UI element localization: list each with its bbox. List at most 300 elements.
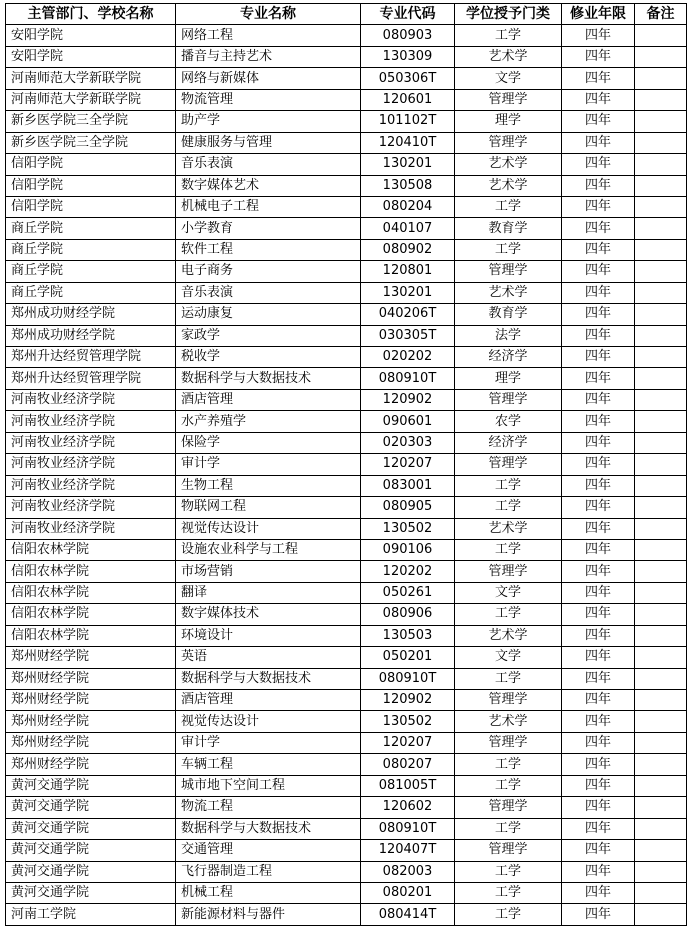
cell-degree-category: 艺术学 bbox=[455, 518, 562, 539]
header-school: 主管部门、学校名称 bbox=[6, 4, 176, 25]
cell-notes bbox=[635, 797, 687, 818]
cell-code: 120207 bbox=[361, 454, 455, 475]
cell-degree-category: 工学 bbox=[455, 25, 562, 46]
cell-major: 物联网工程 bbox=[176, 497, 361, 518]
cell-code: 120202 bbox=[361, 561, 455, 582]
table-row bbox=[6, 261, 687, 282]
cell-notes bbox=[635, 775, 687, 796]
cell-major: 审计学 bbox=[176, 732, 361, 753]
cell-school: 信阳农林学院 bbox=[6, 625, 176, 646]
cell-degree-category: 管理学 bbox=[455, 690, 562, 711]
cell-code: 040107 bbox=[361, 218, 455, 239]
cell-code: 130201 bbox=[361, 282, 455, 303]
cell-school: 郑州财经学院 bbox=[6, 732, 176, 753]
cell-code: 030305T bbox=[361, 325, 455, 346]
cell-code: 130502 bbox=[361, 518, 455, 539]
cell-duration: 四年 bbox=[562, 368, 635, 389]
cell-school: 郑州财经学院 bbox=[6, 754, 176, 775]
table-row bbox=[6, 882, 687, 903]
cell-degree-category: 理学 bbox=[455, 111, 562, 132]
cell-school: 河南牧业经济学院 bbox=[6, 518, 176, 539]
cell-degree-category: 艺术学 bbox=[455, 625, 562, 646]
table-row bbox=[6, 368, 687, 389]
cell-notes bbox=[635, 46, 687, 67]
cell-duration: 四年 bbox=[562, 475, 635, 496]
cell-degree-category: 管理学 bbox=[455, 89, 562, 110]
cell-school: 商丘学院 bbox=[6, 218, 176, 239]
cell-duration: 四年 bbox=[562, 797, 635, 818]
cell-notes bbox=[635, 754, 687, 775]
cell-duration: 四年 bbox=[562, 625, 635, 646]
cell-major: 家政学 bbox=[176, 325, 361, 346]
cell-degree-category: 工学 bbox=[455, 818, 562, 839]
cell-major: 交通管理 bbox=[176, 840, 361, 861]
cell-notes bbox=[635, 668, 687, 689]
cell-code: 130309 bbox=[361, 46, 455, 67]
cell-duration: 四年 bbox=[562, 647, 635, 668]
cell-major: 水产养殖学 bbox=[176, 411, 361, 432]
cell-degree-category: 工学 bbox=[455, 882, 562, 903]
cell-notes bbox=[635, 604, 687, 625]
cell-major: 飞行器制造工程 bbox=[176, 861, 361, 882]
cell-degree-category: 艺术学 bbox=[455, 154, 562, 175]
cell-duration: 四年 bbox=[562, 282, 635, 303]
cell-notes bbox=[635, 304, 687, 325]
cell-duration: 四年 bbox=[562, 432, 635, 453]
cell-notes bbox=[635, 475, 687, 496]
cell-notes bbox=[635, 218, 687, 239]
cell-degree-category: 经济学 bbox=[455, 432, 562, 453]
table-row bbox=[6, 797, 687, 818]
cell-degree-category: 工学 bbox=[455, 497, 562, 518]
cell-code: 120602 bbox=[361, 797, 455, 818]
cell-code: 082003 bbox=[361, 861, 455, 882]
cell-major: 视觉传达设计 bbox=[176, 711, 361, 732]
cell-degree-category: 农学 bbox=[455, 411, 562, 432]
cell-code: 120801 bbox=[361, 261, 455, 282]
cell-degree-category: 经济学 bbox=[455, 347, 562, 368]
cell-major: 酒店管理 bbox=[176, 389, 361, 410]
cell-duration: 四年 bbox=[562, 304, 635, 325]
cell-code: 080902 bbox=[361, 239, 455, 260]
cell-major: 审计学 bbox=[176, 454, 361, 475]
cell-notes bbox=[635, 582, 687, 603]
table-row bbox=[6, 732, 687, 753]
cell-major: 数字媒体技术 bbox=[176, 604, 361, 625]
cell-notes bbox=[635, 497, 687, 518]
cell-major: 机械电子工程 bbox=[176, 196, 361, 217]
cell-school: 河南工学院 bbox=[6, 904, 176, 925]
cell-code: 120410T bbox=[361, 132, 455, 153]
cell-notes bbox=[635, 132, 687, 153]
cell-notes bbox=[635, 904, 687, 925]
cell-duration: 四年 bbox=[562, 454, 635, 475]
cell-duration: 四年 bbox=[562, 818, 635, 839]
table-row bbox=[6, 196, 687, 217]
cell-notes bbox=[635, 432, 687, 453]
cell-school: 郑州升达经贸管理学院 bbox=[6, 368, 176, 389]
cell-code: 120902 bbox=[361, 389, 455, 410]
cell-code: 090601 bbox=[361, 411, 455, 432]
cell-duration: 四年 bbox=[562, 89, 635, 110]
table-row bbox=[6, 690, 687, 711]
cell-degree-category: 法学 bbox=[455, 325, 562, 346]
cell-major: 软件工程 bbox=[176, 239, 361, 260]
cell-notes bbox=[635, 111, 687, 132]
cell-school: 信阳学院 bbox=[6, 175, 176, 196]
cell-code: 120407T bbox=[361, 840, 455, 861]
cell-duration: 四年 bbox=[562, 904, 635, 925]
cell-notes bbox=[635, 882, 687, 903]
table-row bbox=[6, 25, 687, 46]
table-row bbox=[6, 497, 687, 518]
cell-duration: 四年 bbox=[562, 518, 635, 539]
cell-school: 安阳学院 bbox=[6, 25, 176, 46]
majors-table bbox=[5, 3, 687, 926]
cell-duration: 四年 bbox=[562, 325, 635, 346]
cell-duration: 四年 bbox=[562, 132, 635, 153]
cell-degree-category: 管理学 bbox=[455, 389, 562, 410]
cell-degree-category: 文学 bbox=[455, 68, 562, 89]
cell-code: 080204 bbox=[361, 196, 455, 217]
table-row bbox=[6, 904, 687, 925]
table-row bbox=[6, 46, 687, 67]
cell-major: 新能源材料与器件 bbox=[176, 904, 361, 925]
cell-code: 020202 bbox=[361, 347, 455, 368]
cell-notes bbox=[635, 154, 687, 175]
cell-degree-category: 艺术学 bbox=[455, 282, 562, 303]
cell-school: 信阳农林学院 bbox=[6, 604, 176, 625]
cell-major: 健康服务与管理 bbox=[176, 132, 361, 153]
cell-duration: 四年 bbox=[562, 347, 635, 368]
cell-school: 黄河交通学院 bbox=[6, 797, 176, 818]
cell-notes bbox=[635, 368, 687, 389]
cell-duration: 四年 bbox=[562, 25, 635, 46]
cell-code: 050306T bbox=[361, 68, 455, 89]
cell-major: 网络工程 bbox=[176, 25, 361, 46]
cell-school: 信阳学院 bbox=[6, 196, 176, 217]
table-row bbox=[6, 539, 687, 560]
cell-major: 助产学 bbox=[176, 111, 361, 132]
cell-notes bbox=[635, 347, 687, 368]
cell-notes bbox=[635, 539, 687, 560]
cell-major: 物流工程 bbox=[176, 797, 361, 818]
cell-notes bbox=[635, 840, 687, 861]
cell-duration: 四年 bbox=[562, 861, 635, 882]
cell-major: 生物工程 bbox=[176, 475, 361, 496]
cell-notes bbox=[635, 68, 687, 89]
cell-duration: 四年 bbox=[562, 46, 635, 67]
cell-code: 080207 bbox=[361, 754, 455, 775]
cell-school: 黄河交通学院 bbox=[6, 861, 176, 882]
cell-notes bbox=[635, 89, 687, 110]
cell-school: 河南师范大学新联学院 bbox=[6, 68, 176, 89]
cell-major: 车辆工程 bbox=[176, 754, 361, 775]
table-row bbox=[6, 775, 687, 796]
cell-code: 120601 bbox=[361, 89, 455, 110]
cell-school: 郑州升达经贸管理学院 bbox=[6, 347, 176, 368]
cell-duration: 四年 bbox=[562, 261, 635, 282]
table-body bbox=[6, 25, 687, 925]
table-row bbox=[6, 818, 687, 839]
cell-school: 商丘学院 bbox=[6, 239, 176, 260]
cell-notes bbox=[635, 411, 687, 432]
cell-school: 郑州财经学院 bbox=[6, 711, 176, 732]
cell-school: 郑州成功财经学院 bbox=[6, 304, 176, 325]
cell-notes bbox=[635, 818, 687, 839]
cell-code: 040206T bbox=[361, 304, 455, 325]
table-row bbox=[6, 325, 687, 346]
cell-school: 商丘学院 bbox=[6, 282, 176, 303]
cell-duration: 四年 bbox=[562, 582, 635, 603]
cell-duration: 四年 bbox=[562, 539, 635, 560]
cell-school: 河南师范大学新联学院 bbox=[6, 89, 176, 110]
cell-duration: 四年 bbox=[562, 218, 635, 239]
cell-duration: 四年 bbox=[562, 732, 635, 753]
cell-code: 120902 bbox=[361, 690, 455, 711]
cell-duration: 四年 bbox=[562, 389, 635, 410]
cell-notes bbox=[635, 625, 687, 646]
cell-school: 河南牧业经济学院 bbox=[6, 432, 176, 453]
cell-major: 视觉传达设计 bbox=[176, 518, 361, 539]
cell-notes bbox=[635, 261, 687, 282]
table-row bbox=[6, 304, 687, 325]
cell-duration: 四年 bbox=[562, 604, 635, 625]
table-row bbox=[6, 111, 687, 132]
table-row bbox=[6, 861, 687, 882]
table-row bbox=[6, 561, 687, 582]
cell-duration: 四年 bbox=[562, 840, 635, 861]
cell-school: 黄河交通学院 bbox=[6, 775, 176, 796]
table-row bbox=[6, 239, 687, 260]
cell-degree-category: 文学 bbox=[455, 582, 562, 603]
cell-degree-category: 管理学 bbox=[455, 454, 562, 475]
cell-degree-category: 工学 bbox=[455, 861, 562, 882]
cell-notes bbox=[635, 861, 687, 882]
cell-major: 数据科学与大数据技术 bbox=[176, 368, 361, 389]
header-major: 专业名称 bbox=[176, 4, 361, 25]
cell-code: 081005T bbox=[361, 775, 455, 796]
cell-degree-category: 理学 bbox=[455, 368, 562, 389]
cell-code: 080201 bbox=[361, 882, 455, 903]
cell-degree-category: 教育学 bbox=[455, 218, 562, 239]
cell-degree-category: 管理学 bbox=[455, 261, 562, 282]
table-row bbox=[6, 668, 687, 689]
cell-notes bbox=[635, 325, 687, 346]
cell-school: 河南牧业经济学院 bbox=[6, 411, 176, 432]
cell-duration: 四年 bbox=[562, 754, 635, 775]
cell-major: 运动康复 bbox=[176, 304, 361, 325]
cell-duration: 四年 bbox=[562, 882, 635, 903]
cell-code: 050201 bbox=[361, 647, 455, 668]
cell-school: 商丘学院 bbox=[6, 261, 176, 282]
cell-code: 080910T bbox=[361, 818, 455, 839]
cell-school: 郑州财经学院 bbox=[6, 668, 176, 689]
cell-school: 信阳农林学院 bbox=[6, 561, 176, 582]
table-row bbox=[6, 840, 687, 861]
cell-degree-category: 管理学 bbox=[455, 561, 562, 582]
cell-major: 电子商务 bbox=[176, 261, 361, 282]
cell-notes bbox=[635, 196, 687, 217]
cell-duration: 四年 bbox=[562, 411, 635, 432]
cell-duration: 四年 bbox=[562, 561, 635, 582]
table-row bbox=[6, 604, 687, 625]
table-row bbox=[6, 711, 687, 732]
table-row bbox=[6, 625, 687, 646]
cell-notes bbox=[635, 175, 687, 196]
cell-notes bbox=[635, 518, 687, 539]
cell-major: 英语 bbox=[176, 647, 361, 668]
cell-major: 设施农业科学与工程 bbox=[176, 539, 361, 560]
cell-notes bbox=[635, 711, 687, 732]
table-row bbox=[6, 89, 687, 110]
cell-duration: 四年 bbox=[562, 196, 635, 217]
cell-notes bbox=[635, 454, 687, 475]
cell-degree-category: 工学 bbox=[455, 196, 562, 217]
cell-degree-category: 工学 bbox=[455, 904, 562, 925]
cell-degree-category: 工学 bbox=[455, 475, 562, 496]
cell-code: 080906 bbox=[361, 604, 455, 625]
cell-code: 120207 bbox=[361, 732, 455, 753]
cell-school: 郑州财经学院 bbox=[6, 647, 176, 668]
cell-code: 083001 bbox=[361, 475, 455, 496]
cell-duration: 四年 bbox=[562, 497, 635, 518]
cell-notes bbox=[635, 239, 687, 260]
cell-degree-category: 工学 bbox=[455, 754, 562, 775]
table-row bbox=[6, 411, 687, 432]
table-row bbox=[6, 475, 687, 496]
cell-code: 020303 bbox=[361, 432, 455, 453]
cell-degree-category: 工学 bbox=[455, 668, 562, 689]
cell-school: 信阳农林学院 bbox=[6, 539, 176, 560]
cell-major: 音乐表演 bbox=[176, 154, 361, 175]
cell-school: 安阳学院 bbox=[6, 46, 176, 67]
table-row bbox=[6, 454, 687, 475]
cell-duration: 四年 bbox=[562, 775, 635, 796]
cell-degree-category: 工学 bbox=[455, 539, 562, 560]
cell-major: 音乐表演 bbox=[176, 282, 361, 303]
cell-major: 翻译 bbox=[176, 582, 361, 603]
table-row bbox=[6, 154, 687, 175]
cell-school: 信阳学院 bbox=[6, 154, 176, 175]
cell-degree-category: 工学 bbox=[455, 239, 562, 260]
cell-code: 080414T bbox=[361, 904, 455, 925]
header-code: 专业代码 bbox=[361, 4, 455, 25]
header-duration: 修业年限 bbox=[562, 4, 635, 25]
cell-code: 130503 bbox=[361, 625, 455, 646]
cell-major: 机械工程 bbox=[176, 882, 361, 903]
cell-major: 网络与新媒体 bbox=[176, 68, 361, 89]
cell-major: 小学教育 bbox=[176, 218, 361, 239]
cell-code: 130508 bbox=[361, 175, 455, 196]
cell-school: 河南牧业经济学院 bbox=[6, 497, 176, 518]
cell-major: 税收学 bbox=[176, 347, 361, 368]
cell-school: 郑州财经学院 bbox=[6, 690, 176, 711]
cell-school: 新乡医学院三全学院 bbox=[6, 132, 176, 153]
cell-school: 郑州成功财经学院 bbox=[6, 325, 176, 346]
cell-major: 城市地下空间工程 bbox=[176, 775, 361, 796]
cell-notes bbox=[635, 732, 687, 753]
cell-degree-category: 工学 bbox=[455, 775, 562, 796]
cell-school: 信阳农林学院 bbox=[6, 582, 176, 603]
cell-major: 市场营销 bbox=[176, 561, 361, 582]
table-row bbox=[6, 582, 687, 603]
cell-major: 数据科学与大数据技术 bbox=[176, 668, 361, 689]
table-row bbox=[6, 347, 687, 368]
table-row bbox=[6, 282, 687, 303]
cell-code: 050261 bbox=[361, 582, 455, 603]
cell-notes bbox=[635, 389, 687, 410]
cell-notes bbox=[635, 561, 687, 582]
header-notes: 备注 bbox=[635, 4, 687, 25]
cell-notes bbox=[635, 282, 687, 303]
cell-notes bbox=[635, 25, 687, 46]
cell-code: 080905 bbox=[361, 497, 455, 518]
cell-degree-category: 文学 bbox=[455, 647, 562, 668]
table-row bbox=[6, 432, 687, 453]
table-row bbox=[6, 518, 687, 539]
table-row bbox=[6, 175, 687, 196]
table-row bbox=[6, 647, 687, 668]
cell-duration: 四年 bbox=[562, 239, 635, 260]
cell-degree-category: 教育学 bbox=[455, 304, 562, 325]
header-degree-category: 学位授予门类 bbox=[455, 4, 562, 25]
cell-duration: 四年 bbox=[562, 175, 635, 196]
cell-major: 环境设计 bbox=[176, 625, 361, 646]
table-row bbox=[6, 754, 687, 775]
cell-code: 101102T bbox=[361, 111, 455, 132]
cell-duration: 四年 bbox=[562, 690, 635, 711]
cell-school: 黄河交通学院 bbox=[6, 882, 176, 903]
cell-duration: 四年 bbox=[562, 154, 635, 175]
cell-code: 080910T bbox=[361, 368, 455, 389]
cell-school: 河南牧业经济学院 bbox=[6, 475, 176, 496]
cell-school: 黄河交通学院 bbox=[6, 840, 176, 861]
cell-degree-category: 管理学 bbox=[455, 797, 562, 818]
cell-duration: 四年 bbox=[562, 668, 635, 689]
cell-code: 130502 bbox=[361, 711, 455, 732]
cell-major: 播音与主持艺术 bbox=[176, 46, 361, 67]
header-row bbox=[6, 4, 687, 25]
cell-degree-category: 艺术学 bbox=[455, 175, 562, 196]
cell-code: 080910T bbox=[361, 668, 455, 689]
cell-major: 保险学 bbox=[176, 432, 361, 453]
cell-degree-category: 管理学 bbox=[455, 732, 562, 753]
cell-major: 数据科学与大数据技术 bbox=[176, 818, 361, 839]
cell-duration: 四年 bbox=[562, 711, 635, 732]
cell-degree-category: 艺术学 bbox=[455, 711, 562, 732]
cell-school: 河南牧业经济学院 bbox=[6, 454, 176, 475]
cell-duration: 四年 bbox=[562, 68, 635, 89]
cell-major: 酒店管理 bbox=[176, 690, 361, 711]
cell-degree-category: 管理学 bbox=[455, 840, 562, 861]
cell-school: 河南牧业经济学院 bbox=[6, 389, 176, 410]
cell-code: 090106 bbox=[361, 539, 455, 560]
cell-degree-category: 工学 bbox=[455, 604, 562, 625]
cell-major: 数字媒体艺术 bbox=[176, 175, 361, 196]
table-row bbox=[6, 218, 687, 239]
cell-notes bbox=[635, 690, 687, 711]
cell-notes bbox=[635, 647, 687, 668]
table-row bbox=[6, 132, 687, 153]
cell-major: 物流管理 bbox=[176, 89, 361, 110]
cell-duration: 四年 bbox=[562, 111, 635, 132]
cell-school: 新乡医学院三全学院 bbox=[6, 111, 176, 132]
cell-school: 黄河交通学院 bbox=[6, 818, 176, 839]
table-row bbox=[6, 68, 687, 89]
cell-degree-category: 管理学 bbox=[455, 132, 562, 153]
cell-degree-category: 艺术学 bbox=[455, 46, 562, 67]
